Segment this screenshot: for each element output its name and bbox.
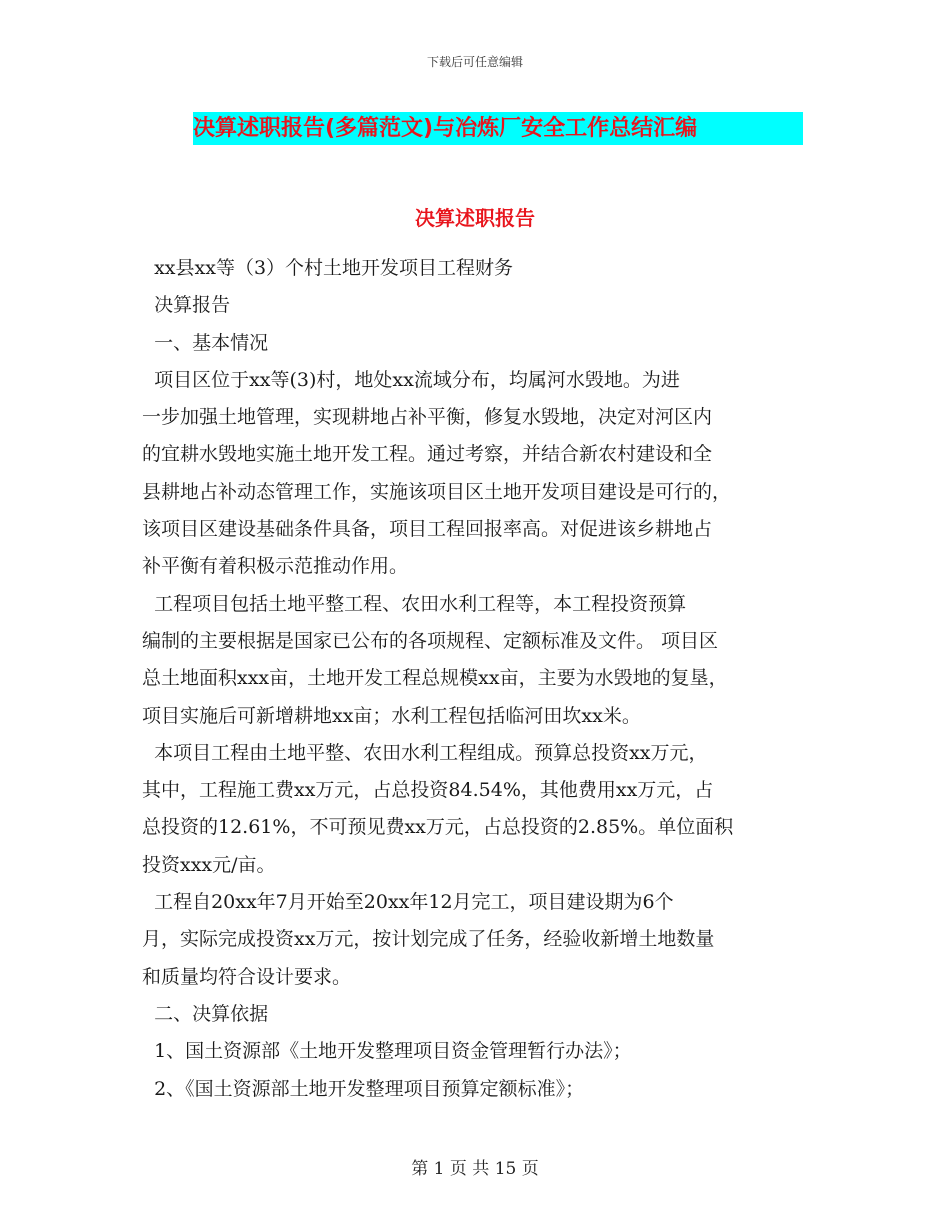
body-line: 总土地面积xxx亩，土地开发工程总规模xx亩，主要为水毁地的复垦，	[142, 667, 728, 690]
body-line: 本项目工程由土地平整、农田水利工程组成。预算总投资xx万元，	[142, 741, 708, 764]
page-number: 第 1 页 共 15 页	[411, 1159, 539, 1179]
body-line: 一步加强土地管理，实现耕地占补平衡，修复水毁地，决定对河区内	[142, 406, 713, 429]
body-line: 县耕地占补动态管理工作，实施该项目区土地开发项目建设是可行的，	[142, 480, 732, 503]
body-line: 补平衡有着积极示范推动作用。	[142, 555, 409, 578]
body-line: 月，实际完成投资xx万元，按计划完成了任务，经验收新增土地数量	[142, 928, 715, 951]
body-line: 工程自20xx年7月开始至20xx年12月完工，项目建设期为6个	[142, 891, 674, 914]
document-title: 决算述职报告(多篇范文)与冶炼厂安全工作总结汇编	[193, 116, 698, 141]
body-line: 项目实施后可新增耕地xx亩；水利工程包括临河田坎xx米。	[142, 704, 641, 727]
body-line: 二、决算依据	[142, 1002, 269, 1025]
body-line: 编制的主要根据是国家已公布的各项规程、定额标准及文件。 项目区	[142, 629, 719, 652]
document-title-highlight	[193, 112, 803, 145]
body-line: 工程项目包括土地平整工程、农田水利工程等，本工程投资预算	[142, 592, 687, 615]
section-title: 决算述职报告	[415, 206, 535, 230]
body-line: 的宜耕水毁地实施土地开发工程。通过考察，并结合新农村建设和全	[142, 443, 713, 466]
body-line: 一、基本情况	[142, 331, 269, 354]
body-line: 该项目区建设基础条件具备，项目工程回报率高。对促进该乡耕地占	[142, 518, 713, 541]
body-line: 决算报告	[142, 294, 231, 317]
body-line: 总投资的12.61%，不可预见费xx万元，占总投资的2.85%。单位面积	[142, 816, 734, 839]
body-line: 投资xxx元/亩。	[142, 853, 276, 876]
body-line: 项目区位于xx等(3)村，地处xx流域分布，均属河水毁地。为进	[142, 368, 680, 391]
body-line: 2、《国土资源部土地开发整理项目预算定额标准》；	[142, 1077, 585, 1100]
body-line: xx县xx等（3）个村土地开发项目工程财务	[142, 257, 514, 279]
body-line: 1、国土资源部《土地开发整理项目资金管理暂行办法》；	[142, 1040, 632, 1063]
body-line: 和质量均符合设计要求。	[142, 965, 352, 988]
header-note: 下载后可任意编辑	[426, 55, 523, 69]
document-body	[142, 250, 822, 1108]
body-line: 其中，工程施工费xx万元，占总投资84.54%，其他费用xx万元，占	[142, 779, 714, 802]
